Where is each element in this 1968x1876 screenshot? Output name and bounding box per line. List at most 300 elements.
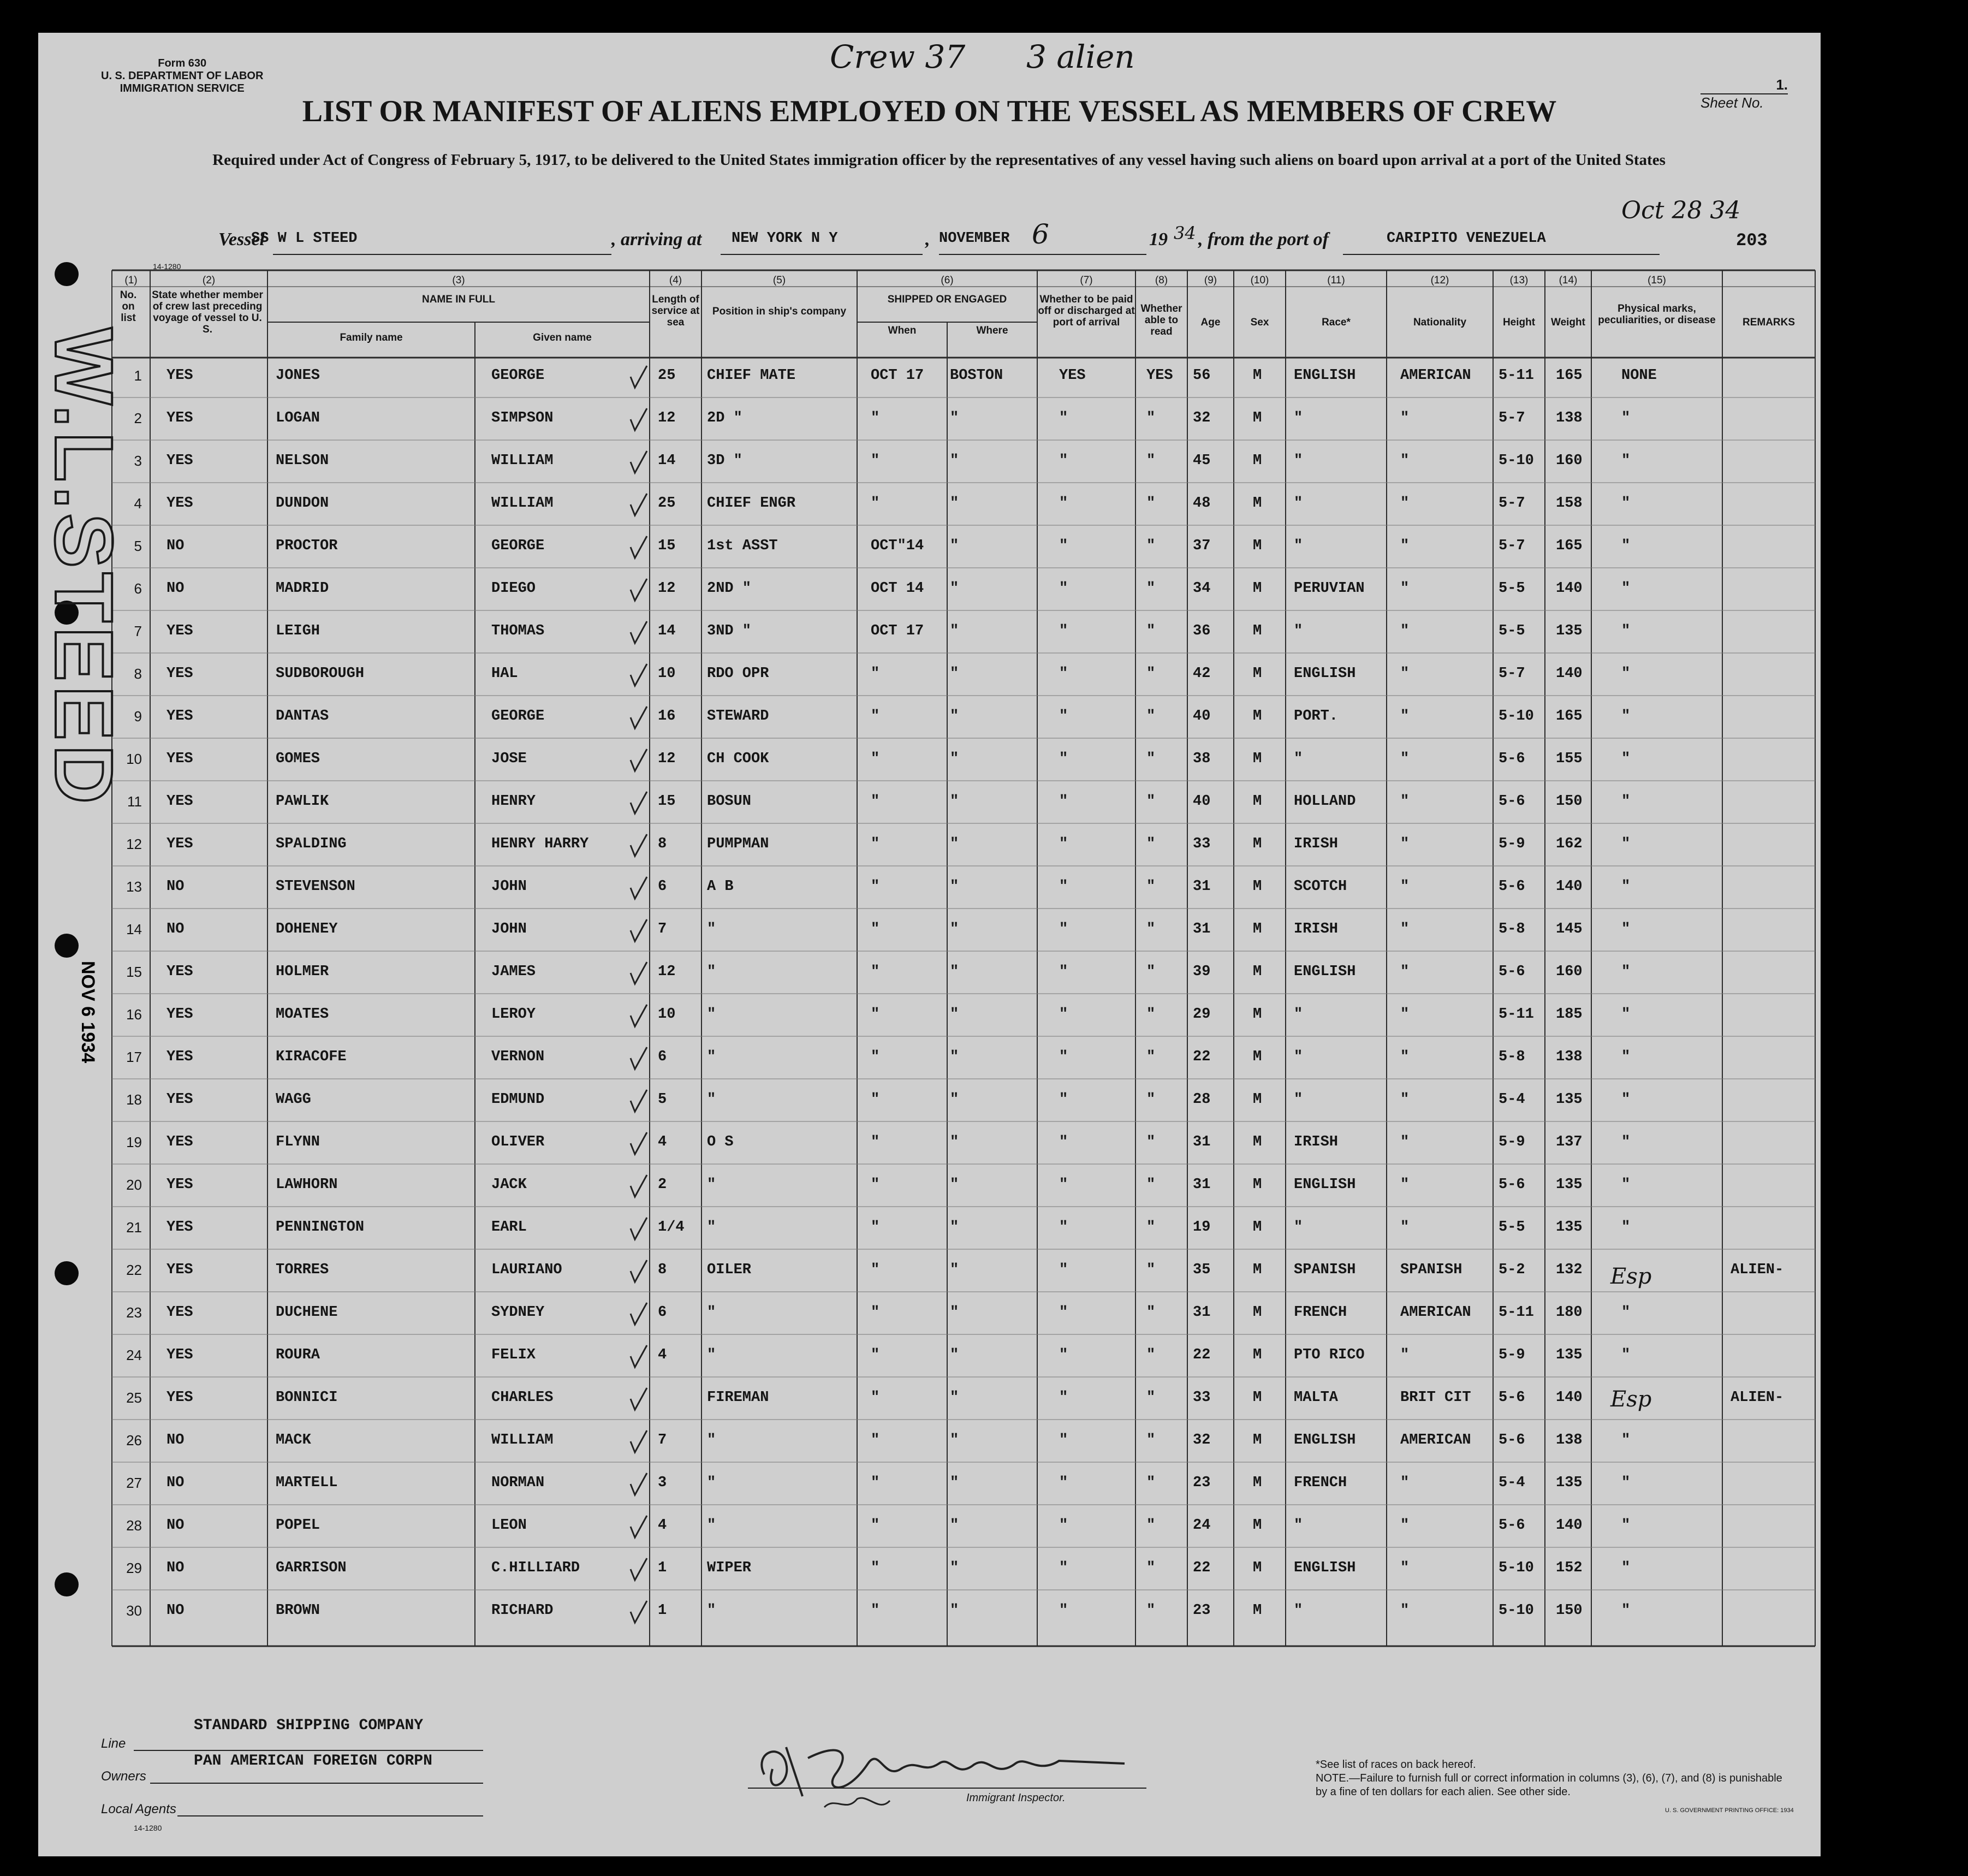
sex-cell: M	[1253, 708, 1262, 725]
check-mark	[631, 408, 647, 430]
given-name-cell: HENRY HARRY	[491, 836, 589, 852]
note-races: *See list of races on back hereof.	[1316, 1759, 1476, 1771]
able-read-cell: "	[1146, 708, 1156, 725]
column-number: (15)	[1648, 275, 1666, 286]
age-cell: 31	[1193, 921, 1211, 937]
row-number-cell: 18	[126, 1091, 142, 1108]
nationality-cell: AMERICAN	[1400, 1304, 1471, 1321]
shipped-where-cell: "	[950, 1262, 959, 1278]
able-read-cell: "	[1146, 1347, 1156, 1363]
given-name-cell: WILLIAM	[491, 1432, 554, 1448]
service-length-cell: 10	[658, 666, 676, 682]
able-read-cell: "	[1146, 1219, 1156, 1236]
check-mark	[631, 1303, 647, 1325]
check-mark	[631, 1558, 647, 1580]
sheet-number-label: Sheet No.	[1701, 94, 1764, 111]
paid-off-cell: "	[1059, 964, 1068, 980]
binder-hole	[55, 1572, 79, 1596]
from-port-label: , from the port of	[1198, 229, 1329, 250]
age-cell: 23	[1193, 1475, 1211, 1491]
weight-cell: 138	[1556, 410, 1583, 426]
physical-marks-cell: "	[1621, 495, 1631, 512]
row-number-cell: 4	[134, 495, 142, 512]
family-name-cell: DANTAS	[276, 708, 329, 725]
position-cell: "	[707, 964, 716, 980]
given-name-cell: JAMES	[491, 964, 536, 980]
shipped-where-cell: "	[950, 1091, 959, 1108]
position-cell: "	[707, 1475, 716, 1491]
position-cell: OILER	[707, 1262, 752, 1278]
paid-off-cell: "	[1059, 878, 1068, 895]
physical-marks-cell: "	[1621, 1006, 1631, 1023]
member-prev-cell: NO	[167, 1602, 185, 1619]
crew-count-note: Crew 37	[830, 38, 966, 75]
family-name-cell: DUNDON	[276, 495, 329, 512]
shipped-when-cell: "	[871, 921, 880, 937]
service-length-cell: 4	[658, 1517, 667, 1534]
physical-marks-cell: NONE	[1621, 367, 1657, 384]
row-number-cell: 12	[126, 836, 142, 852]
row-number-cell: 26	[126, 1432, 142, 1448]
height-cell: 5-6	[1499, 964, 1525, 980]
height-cell: 5-9	[1499, 1347, 1525, 1363]
race-cell: "	[1294, 495, 1303, 512]
weight-cell: 160	[1556, 964, 1583, 980]
weight-cell: 140	[1556, 1390, 1583, 1406]
able-read-cell: "	[1146, 1432, 1156, 1448]
shipped-when-cell: "	[871, 793, 880, 810]
position-cell: O S	[707, 1134, 734, 1150]
row-number-cell: 19	[126, 1134, 142, 1150]
position-cell: 3ND "	[707, 623, 752, 639]
shipped-where-cell: "	[950, 1602, 959, 1619]
paid-off-cell: YES	[1059, 367, 1086, 384]
position-cell: CHIEF MATE	[707, 367, 796, 384]
age-cell: 32	[1193, 1432, 1211, 1448]
stamp-number: 203	[1736, 230, 1768, 251]
physical-marks-cell: "	[1621, 623, 1631, 639]
family-name-cell: MADRID	[276, 580, 329, 597]
header-nationality: Nationality	[1413, 317, 1467, 328]
weight-cell: 162	[1556, 836, 1583, 852]
check-mark	[631, 1345, 647, 1367]
column-number: (13)	[1509, 275, 1529, 286]
member-prev-cell: YES	[167, 1347, 193, 1363]
shipped-where-cell: "	[950, 580, 959, 597]
age-cell: 31	[1193, 1134, 1211, 1150]
given-name-cell: SIMPSON	[491, 410, 554, 426]
position-cell: 1st ASST	[707, 538, 778, 554]
check-mark	[631, 1132, 647, 1154]
position-cell: 2ND "	[707, 580, 752, 597]
header-name-in-full: NAME IN FULL	[421, 294, 496, 305]
shipped-where-cell: "	[950, 1304, 959, 1321]
nationality-cell: "	[1400, 1602, 1410, 1619]
able-read-cell: YES	[1146, 367, 1173, 384]
line-value: STANDARD SHIPPING COMPANY	[194, 1717, 424, 1734]
position-cell: PUMPMAN	[707, 836, 769, 852]
family-name-cell: SUDBOROUGH	[276, 666, 365, 682]
nationality-cell: "	[1400, 1347, 1410, 1363]
shipped-when-cell: "	[871, 1262, 880, 1278]
able-read-cell: "	[1146, 751, 1156, 767]
age-cell: 34	[1193, 580, 1211, 597]
nationality-cell: "	[1400, 1006, 1410, 1023]
age-cell: 45	[1193, 453, 1211, 469]
physical-marks-cell: "	[1621, 410, 1631, 426]
sex-cell: M	[1253, 1517, 1262, 1534]
from-port: CARIPITO VENEZUELA	[1387, 230, 1546, 247]
position-cell: BOSUN	[707, 793, 752, 810]
weight-cell: 165	[1556, 538, 1583, 554]
nationality-cell: "	[1400, 1560, 1410, 1576]
paid-off-cell: "	[1059, 921, 1068, 937]
family-name-cell: SPALDING	[276, 836, 347, 852]
member-prev-cell: NO	[167, 580, 185, 597]
service-length-cell: 16	[658, 708, 676, 725]
service-name: IMMIGRATION SERVICE	[120, 82, 245, 94]
race-cell: SPANISH	[1294, 1262, 1356, 1278]
given-name-cell: RICHARD	[491, 1602, 554, 1619]
given-name-cell: WILLIAM	[491, 495, 554, 512]
service-length-cell: 4	[658, 1134, 667, 1150]
family-name-cell: TORRES	[276, 1262, 329, 1278]
weight-cell: 155	[1556, 751, 1583, 767]
sex-cell: M	[1253, 1390, 1262, 1406]
sex-cell: M	[1253, 878, 1262, 895]
member-prev-cell: NO	[167, 1432, 185, 1448]
member-prev-cell: NO	[167, 538, 185, 554]
shipped-when-cell: OCT 14	[871, 580, 924, 597]
column-number: (4)	[669, 275, 682, 286]
height-cell: 5-5	[1499, 1219, 1525, 1236]
given-name-cell: HAL	[491, 666, 518, 682]
shipped-when-cell: "	[871, 1134, 880, 1150]
sex-cell: M	[1253, 964, 1262, 980]
binder-hole	[55, 934, 79, 958]
given-name-cell: EDMUND	[491, 1091, 545, 1108]
height-cell: 5-4	[1499, 1091, 1525, 1108]
race-cell: PORT.	[1294, 708, 1339, 725]
given-name-cell: WILLIAM	[491, 453, 554, 469]
race-cell: ENGLISH	[1294, 1177, 1356, 1193]
race-cell: IRISH	[1294, 921, 1339, 937]
race-cell: ENGLISH	[1294, 1432, 1356, 1448]
year-prefix: 19	[1149, 229, 1168, 250]
paid-off-cell: "	[1059, 1432, 1068, 1448]
family-name-cell: GOMES	[276, 751, 320, 767]
physical-marks-cell: "	[1621, 751, 1631, 767]
shipped-when-cell: "	[871, 1091, 880, 1108]
member-prev-cell: YES	[167, 1304, 193, 1321]
shipped-when-cell: "	[871, 1602, 880, 1619]
shipped-where-cell: "	[950, 878, 959, 895]
height-cell: 5-2	[1499, 1262, 1525, 1278]
service-length-cell: 1	[658, 1602, 667, 1619]
nationality-cell: SPANISH	[1400, 1262, 1462, 1278]
shipped-when-cell: "	[871, 1432, 880, 1448]
age-cell: 22	[1193, 1049, 1211, 1065]
weight-cell: 138	[1556, 1432, 1583, 1448]
check-mark	[631, 834, 647, 856]
nationality-cell: "	[1400, 666, 1410, 682]
header-race: Race*	[1322, 317, 1351, 328]
age-cell: 39	[1193, 964, 1211, 980]
age-cell: 28	[1193, 1091, 1211, 1108]
shipped-where-cell: "	[950, 1390, 959, 1406]
row-number-cell: 10	[126, 751, 142, 767]
shipped-where-cell: "	[950, 1049, 959, 1065]
physical-marks-cell: "	[1621, 708, 1631, 725]
paid-off-cell: "	[1059, 1219, 1068, 1236]
race-cell: HOLLAND	[1294, 793, 1356, 810]
race-cell: "	[1294, 1602, 1303, 1619]
form-number: Form 630	[158, 57, 207, 69]
age-cell: 29	[1193, 1006, 1211, 1023]
shipped-where-cell: "	[950, 1177, 959, 1193]
check-mark	[631, 1601, 647, 1623]
height-cell: 5-9	[1499, 1134, 1525, 1150]
header-physical: Physical marks, peculiarities, or disease	[1598, 303, 1716, 326]
given-name-cell: SYDNEY	[491, 1304, 545, 1321]
family-name-cell: NELSON	[276, 453, 329, 469]
sex-cell: M	[1253, 921, 1262, 937]
check-mark	[631, 1388, 647, 1410]
age-cell: 24	[1193, 1517, 1211, 1534]
member-prev-cell: YES	[167, 453, 193, 469]
weight-cell: 150	[1556, 1602, 1583, 1619]
physical-marks-cell: "	[1621, 538, 1631, 554]
header-no-on-list: No. on list	[120, 289, 137, 324]
arrival-year: 34	[1174, 223, 1196, 244]
given-name-cell: THOMAS	[491, 623, 545, 639]
check-mark	[631, 1430, 647, 1452]
given-name-cell: HENRY	[491, 793, 536, 810]
race-cell: ENGLISH	[1294, 367, 1356, 384]
physical-marks-cell: "	[1621, 836, 1631, 852]
able-read-cell: "	[1146, 1602, 1156, 1619]
row-number-cell: 22	[126, 1262, 142, 1278]
shipped-where-cell: "	[950, 1347, 959, 1363]
shipped-when-cell: "	[871, 453, 880, 469]
shipped-where-cell: "	[950, 836, 959, 852]
nationality-cell: "	[1400, 921, 1410, 937]
column-number: (11)	[1327, 275, 1345, 286]
nationality-cell: "	[1400, 1177, 1410, 1193]
nationality-cell: "	[1400, 1134, 1410, 1150]
inspector-signature	[742, 1731, 1157, 1824]
shipped-where-cell: "	[950, 793, 959, 810]
age-cell: 22	[1193, 1560, 1211, 1576]
sex-cell: M	[1253, 1091, 1262, 1108]
able-read-cell: "	[1146, 1091, 1156, 1108]
shipped-when-cell: "	[871, 495, 880, 512]
header-shipped: SHIPPED OR ENGAGED	[887, 294, 1007, 305]
family-name-cell: GARRISON	[276, 1560, 347, 1576]
able-read-cell: "	[1146, 538, 1156, 554]
paid-off-cell: "	[1059, 453, 1068, 469]
position-cell: "	[707, 1177, 716, 1193]
weight-cell: 180	[1556, 1304, 1583, 1321]
service-length-cell: 2	[658, 1177, 667, 1193]
row-number-cell: 3	[134, 453, 142, 469]
weight-cell: 140	[1556, 580, 1583, 597]
header-position: Position in ship's company	[712, 306, 847, 317]
header-sex: Sex	[1250, 317, 1269, 328]
member-prev-cell: YES	[167, 666, 193, 682]
given-name-cell: LEON	[491, 1517, 527, 1534]
given-name-cell: VERNON	[491, 1049, 545, 1065]
vessel-name: SS W L STEED	[251, 230, 358, 247]
member-prev-cell: YES	[167, 836, 193, 852]
age-cell: 36	[1193, 623, 1211, 639]
weight-cell: 135	[1556, 1347, 1583, 1363]
check-mark	[631, 451, 647, 473]
shipped-where-cell: "	[950, 1560, 959, 1576]
position-cell: A B	[707, 878, 734, 895]
note-penalty: NOTE.—Failure to furnish full or correct information in columns (3), (6), (7), and (8) is punishable by a fine of ten dollars for each alien. See other side.	[1316, 1772, 1782, 1798]
paid-off-cell: "	[1059, 1560, 1068, 1576]
nationality-cell: "	[1400, 453, 1410, 469]
weight-cell: 165	[1556, 708, 1583, 725]
sex-cell: M	[1253, 1049, 1262, 1065]
position-cell: RDO OPR	[707, 666, 769, 682]
family-name-cell: MOATES	[276, 1006, 329, 1023]
service-length-cell: 12	[658, 410, 676, 426]
height-cell: 5-11	[1499, 1304, 1534, 1321]
sex-cell: M	[1253, 1177, 1262, 1193]
age-cell: 40	[1193, 708, 1211, 725]
column-number: (8)	[1155, 275, 1168, 286]
form-title: LIST OR MANIFEST OF ALIENS EMPLOYED ON THE VESSEL AS MEMBERS OF CREW	[302, 94, 1557, 128]
able-read-cell: "	[1146, 1049, 1156, 1065]
height-cell: 5-10	[1499, 708, 1534, 725]
given-name-cell: JOHN	[491, 921, 527, 937]
nationality-cell: "	[1400, 495, 1410, 512]
member-prev-cell: NO	[167, 878, 185, 895]
height-cell: 5-4	[1499, 1475, 1525, 1491]
able-read-cell: "	[1146, 1134, 1156, 1150]
paid-off-cell: "	[1059, 1347, 1068, 1363]
sex-cell: M	[1253, 538, 1262, 554]
able-read-cell: "	[1146, 1517, 1156, 1534]
header-remarks: REMARKS	[1742, 317, 1795, 328]
nationality-cell: "	[1400, 1517, 1410, 1534]
shipped-when-cell: "	[871, 964, 880, 980]
race-cell: "	[1294, 410, 1303, 426]
shipped-where-cell: "	[950, 410, 959, 426]
able-read-cell: "	[1146, 1390, 1156, 1406]
service-length-cell: 5	[658, 1091, 667, 1108]
sex-cell: M	[1253, 666, 1262, 682]
check-mark	[631, 1516, 647, 1537]
row-number-cell: 17	[126, 1049, 142, 1065]
paid-off-cell: "	[1059, 495, 1068, 512]
shipped-when-cell: "	[871, 1049, 880, 1065]
shipped-where-cell: "	[950, 1517, 959, 1534]
height-cell: 5-11	[1499, 367, 1534, 384]
position-cell: "	[707, 1006, 716, 1023]
member-prev-cell: YES	[167, 1219, 193, 1236]
given-name-cell: EARL	[491, 1219, 527, 1236]
weight-cell: 185	[1556, 1006, 1583, 1023]
position-cell: "	[707, 1091, 716, 1108]
given-name-cell: GEORGE	[491, 708, 545, 725]
printing-office: U. S. GOVERNMENT PRINTING OFFICE: 1934	[1665, 1807, 1794, 1814]
physical-marks-cell: "	[1621, 1347, 1631, 1363]
sex-cell: M	[1253, 495, 1262, 512]
physical-marks-cell: "	[1621, 1304, 1631, 1321]
age-cell: 19	[1193, 1219, 1211, 1236]
row-number-cell: 9	[134, 708, 142, 725]
row-number-cell: 15	[126, 964, 142, 980]
paid-off-cell: "	[1059, 1602, 1068, 1619]
header-length-service: Length of service at sea	[651, 294, 700, 328]
row-number-cell: 1	[134, 367, 142, 384]
height-cell: 5-6	[1499, 793, 1525, 810]
paid-off-cell: "	[1059, 580, 1068, 597]
height-cell: 5-6	[1499, 1177, 1525, 1193]
row-number-cell: 7	[134, 623, 142, 639]
paid-off-cell: "	[1059, 666, 1068, 682]
race-cell: ENGLISH	[1294, 666, 1356, 682]
nationality-cell: "	[1400, 1475, 1410, 1491]
check-mark	[631, 919, 647, 941]
shipped-when-cell: "	[871, 1304, 880, 1321]
row-number-cell: 27	[126, 1475, 142, 1491]
header-weight: Weight	[1551, 317, 1585, 328]
check-mark	[631, 707, 647, 728]
physical-marks-cell: "	[1621, 1091, 1631, 1108]
weight-cell: 137	[1556, 1134, 1583, 1150]
weight-cell: 140	[1556, 666, 1583, 682]
agents-label: Local Agents	[101, 1802, 176, 1816]
weight-cell: 132	[1556, 1262, 1583, 1278]
age-cell: 22	[1193, 1347, 1211, 1363]
check-mark	[631, 536, 647, 558]
shipped-when-cell: "	[871, 1390, 880, 1406]
check-mark	[631, 962, 647, 984]
alien-count-note: 3 alien	[1026, 38, 1135, 75]
age-cell: 31	[1193, 1304, 1211, 1321]
shipped-when-cell: "	[871, 666, 880, 682]
physical-marks-cell: "	[1621, 1560, 1631, 1576]
able-read-cell: "	[1146, 1304, 1156, 1321]
shipped-where-cell: "	[950, 1219, 959, 1236]
service-length-cell: 4	[658, 1347, 667, 1363]
header-when: When	[888, 325, 917, 336]
shipped-where-cell: "	[950, 964, 959, 980]
shipped-when-cell: "	[871, 1560, 880, 1576]
able-read-cell: "	[1146, 1475, 1156, 1491]
column-number: (1)	[124, 275, 138, 286]
family-name-cell: BROWN	[276, 1602, 320, 1619]
paid-off-cell: "	[1059, 1262, 1068, 1278]
able-read-cell: "	[1146, 453, 1156, 469]
paid-off-cell: "	[1059, 1091, 1068, 1108]
weight-cell: 160	[1556, 453, 1583, 469]
member-prev-cell: YES	[167, 367, 193, 384]
family-name-cell: BONNICI	[276, 1390, 338, 1406]
height-cell: 5-5	[1499, 580, 1525, 597]
header-family-name: Family name	[340, 332, 403, 343]
family-name-cell: MARTELL	[276, 1475, 338, 1491]
member-prev-cell: YES	[167, 964, 193, 980]
column-number: (5)	[772, 275, 786, 286]
member-prev-cell: YES	[167, 751, 193, 767]
family-name-cell: KIRACOFE	[276, 1049, 347, 1065]
column-number: (2)	[202, 275, 216, 286]
